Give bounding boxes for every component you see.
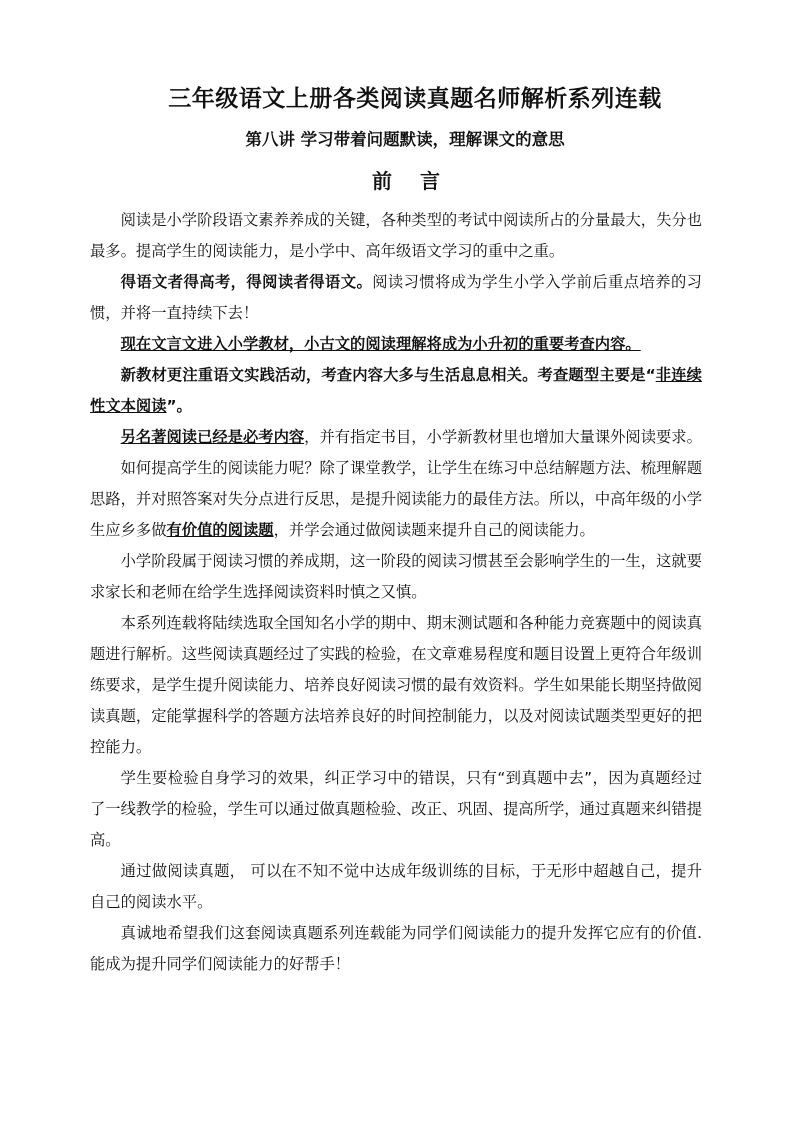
preface-heading: 前言	[372, 169, 468, 193]
preface-body	[90, 205, 702, 980]
paragraph-8: 本系列连载将陆续选取全国知名小学的期中、期末测试题和各种能力竞赛题中的阅读真题进行解析。这些阅读真题经过了实践的检验，在文章难易程度和题目设置上更符合年级训练要求，是学生提升阅读能力、培养良好阅读习惯的最有效资料。学生如果能长期坚持做阅读真题，定能掌握科学的答题方法培养良好的时间控制能力，以及对阅读试题类型更好的把控能力。	[90, 614, 702, 756]
lecture-subtitle: 第八讲 学习带着问题默读，理解课文的意思	[245, 130, 565, 149]
paragraph-6-start: 如何提高学生的阅读能力呢？除了课堂教学，让学生在练习中总结解题方法、梳理解题思路，并对照答案对失分点进行反思，是提升阅读能力的最佳方法。所以，中高年级的小学生应乡多做	[90, 459, 702, 539]
paragraph-1: 阅读是小学阶段语文素养养成的关键，各种类型的考试中阅读所占的分量最大，失分也最多。提高学生的阅读能力，是小学中、高年级语文学习的重中之重。	[90, 211, 702, 260]
paragraph-5-rest: ，并有指定书目，小学新教材里也增加大量课外阅读要求。	[304, 428, 702, 446]
document-title: 三年级语文上册各类阅读真题名师解析系列连载	[168, 85, 662, 112]
paragraph-9: 学生要检验自身学习的效果，纠正学习中的错误，只有“到真题中去”，因为真题经过了一线教学的检验，学生可以通过做真题检验、改正、巩固、提高所学，通过真题来纠错提高。	[90, 769, 702, 849]
paragraph-2-bold: 得语文者得高考，得阅读者得语文。	[120, 273, 373, 291]
paragraph-6-end: ，并学会通过做阅读题来提升自己的阅读能力。	[273, 521, 595, 539]
paragraph-2-rest: 阅读习惯将成为学生小学入学前后重点培养的习惯，并将一直持续下去！	[90, 273, 702, 322]
paragraph-4-bold: 新教材更注重语文实践活动，考查内容大多与生活息息相关。考查题型主要是“	[120, 366, 656, 384]
paragraph-7: 小学阶段属于阅读习惯的养成期，这一阶段的阅读习惯甚至会影响学生的一生，这就要求家长和老师在给学生选择阅读资料时慎之又慎。	[90, 552, 702, 601]
paragraph-4	[90, 360, 702, 422]
paragraph-5-bold-underline: 另名著阅读已经是必考内容	[120, 428, 305, 446]
paragraph-4-bold-end: ”。	[166, 397, 192, 415]
paragraph-3	[90, 329, 702, 360]
paragraph-6-bold-underline: 有价值的阅读题	[166, 521, 274, 539]
paragraph-10: 通过做阅读真题， 可以在不知不觉中达成年级训练的目标，于无形中超越自己，提升自己的阅读水平。	[90, 862, 702, 911]
paragraph-5	[90, 422, 702, 453]
paragraph-4-bold-underline: 非连续性文本阅读	[90, 366, 702, 415]
paragraph-3-bold-underline: 现在文言文进入小学教材，小古文的阅读理解将成为小升初的重要考查内容。	[120, 335, 641, 353]
paragraph-6	[90, 453, 702, 546]
paragraph-11: 真诚地希望我们这套阅读真题系列连载能为同学们阅读能力的提升发挥它应有的价值.能成为提升同学们阅读能力的好帮手！	[90, 924, 702, 973]
paragraph-2	[90, 267, 702, 329]
